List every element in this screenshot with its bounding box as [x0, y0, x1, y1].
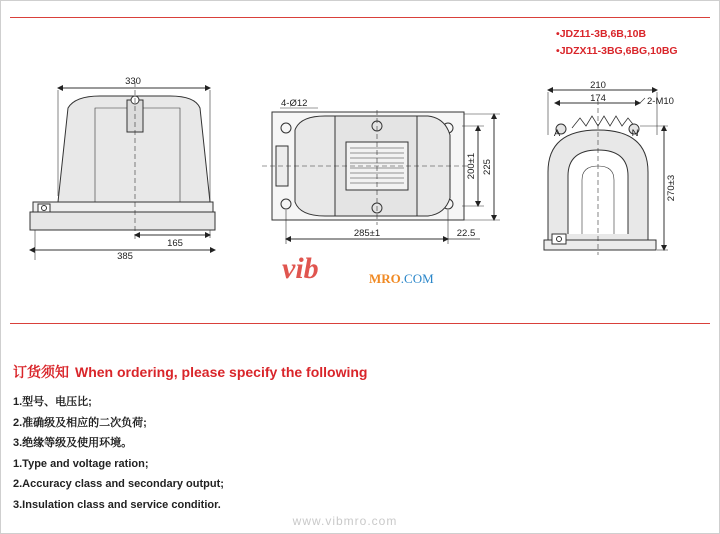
ordering-item: 1.型号、电压比; [13, 396, 92, 408]
middle-rule [10, 323, 710, 324]
front-width-top: 330 [125, 76, 141, 87]
hole-spec: 4-Ø12 [281, 98, 308, 109]
model-list [556, 26, 678, 60]
watermark-domain [369, 271, 434, 287]
side-view [544, 90, 668, 255]
top-rule [10, 17, 710, 18]
side-height: 270±3 [666, 174, 677, 202]
front-base-width: 385 [117, 251, 133, 260]
watermark-logo: vib [282, 252, 319, 285]
ordering-item: 3.绝缘等级及使用环境。 [13, 437, 133, 449]
ordering-item: 2.Accuracy class and secondary output; [13, 478, 224, 490]
ordering-item: 3.Insulation class and service conditior. [13, 498, 221, 511]
thread-spec: 2-M10 [647, 96, 674, 107]
side-width: 210 [590, 80, 606, 91]
footer-url: www.vibmro.com [292, 514, 398, 528]
side-inner-width: 174 [590, 93, 606, 104]
front-view [30, 82, 215, 260]
ordering-title-cn: 订货须知 [13, 364, 69, 380]
terminal-a-label: A [553, 128, 561, 139]
ordering-item: 1.Type and voltage ration; [13, 457, 149, 470]
watermark-domain-a: MRO [369, 271, 401, 286]
technical-drawing [0, 60, 720, 260]
ordering-heading [13, 362, 367, 382]
model-line: • JDZX11-3BG,6BG,10BG [556, 43, 678, 60]
top-offset: 22.5 [456, 228, 476, 239]
top-inner-height: 200±1 [466, 152, 477, 180]
front-inner-width: 165 [167, 238, 183, 249]
ordering-title-en: When ordering, please specify the following [75, 364, 368, 380]
ordering-list [13, 392, 224, 515]
watermark-domain-b: .COM [400, 271, 434, 286]
model-line: • JDZ11-3B,6B,10B [556, 26, 678, 43]
top-length: 285±1 [353, 228, 381, 239]
ordering-item: 2.准确级及相应的二次负荷; [13, 416, 147, 429]
terminal-n-label: N [631, 128, 639, 139]
top-view [262, 108, 500, 244]
top-height: 225 [482, 159, 493, 175]
